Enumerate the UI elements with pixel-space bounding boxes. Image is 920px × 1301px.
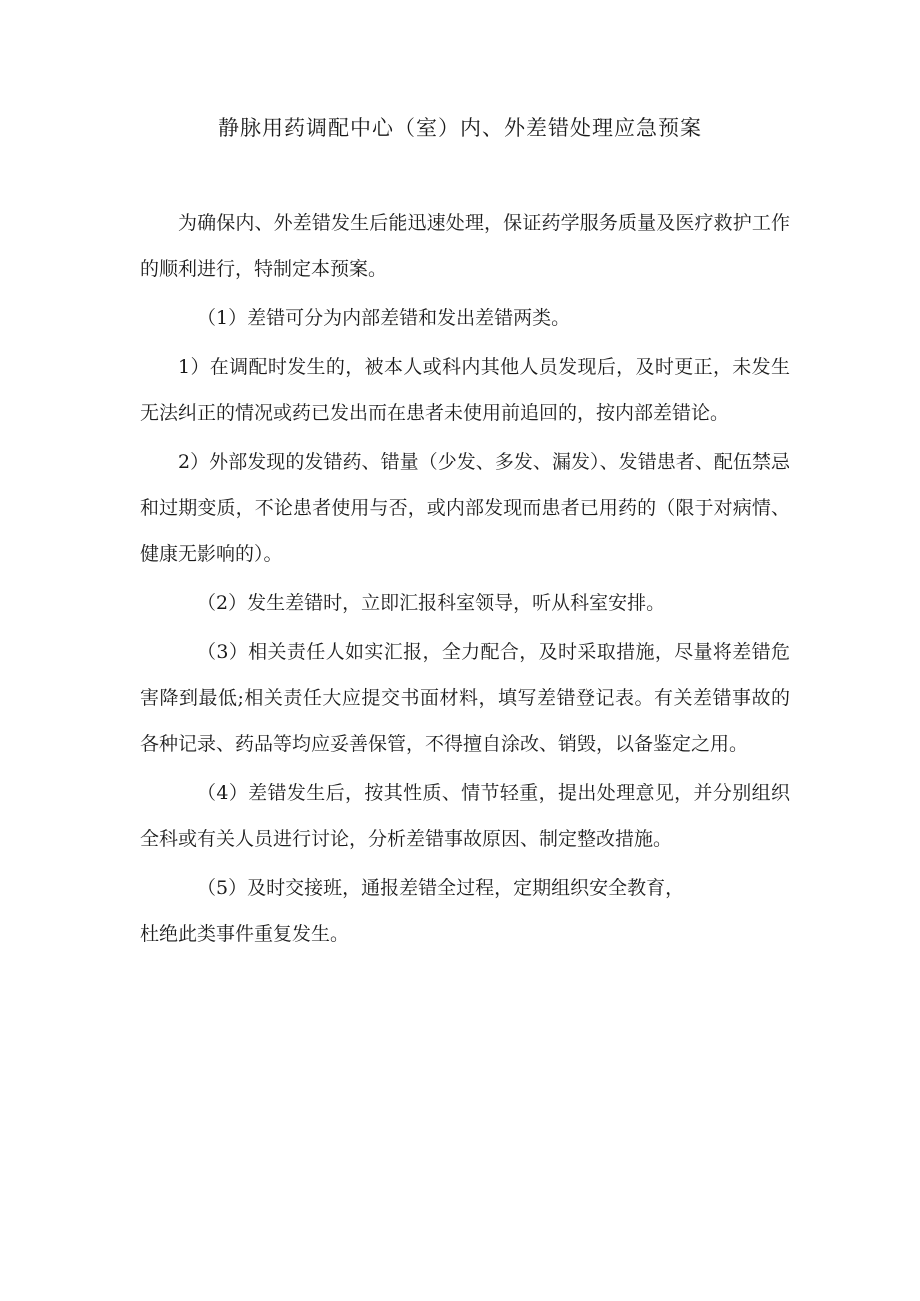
paragraph-item-5: （5）及时交接班，通报差错全过程，定期组织安全教育， [197, 877, 685, 899]
paragraph-subitem-2: 2）外部发现的发错药、错量（少发、多发、漏发）、发错患者、配伍禁忌和过期变质，不论患者使用与否，或内部发现而患者已用药的（限于对病情、健康无影响的）。 [140, 451, 790, 565]
paragraph-item-2: （2）发生差错时，立即汇报科室领导，听从科室安排。 [197, 592, 666, 614]
paragraph-item-5-continued: 杜绝此类事件重复发生。 [140, 923, 350, 945]
document-body [140, 200, 790, 957]
paragraph-subitem-1: 1）在调配时发生的，被本人或科内其他人员发现后，及时更正，未发生无法纠正的情况或药已发出而在患者未使用前追回的，按内部差错论。 [140, 356, 790, 424]
document-title: 静脉用药调配中心（室）内、外差错处理应急预案 [218, 116, 702, 140]
paragraph-item-4: （4）差错发生后，按其性质、情节轻重，提出处理意见，并分别组织全科或有关人员进行讨论，分析差错事故原因、制定整改措施。 [140, 782, 790, 850]
paragraph-item-1: （1）差错可分为内部差错和发出差错两类。 [197, 307, 571, 329]
paragraph-intro: 为确保内、外差错发生后能迅速处理，保证药学服务质量及医疗救护工作的顺利进行，特制定本预案。 [140, 212, 790, 280]
paragraph-item-3: （3）相关责任人如实汇报，全力配合，及时采取措施，尽量将差错危害降到最低;相关责任大应提交书面材料，填写差错登记表。有关差错事故的各种记录、药品等均应妥善保管，不得擅自涂改、销毁，以备鉴定之用。 [140, 641, 790, 755]
